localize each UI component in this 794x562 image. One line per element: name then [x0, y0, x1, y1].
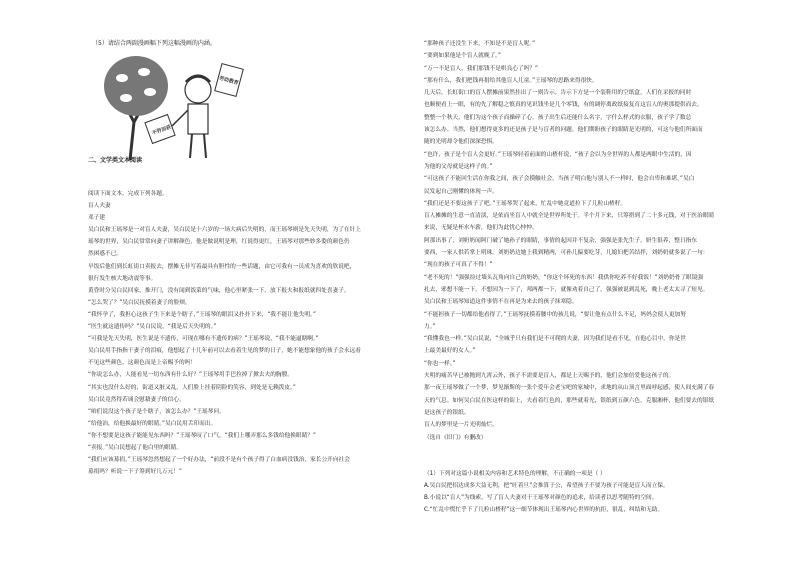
paragraph-line: 吴白民和王瑶琴知道这件事情不在再是为来去的孩子抹寒隐。	[424, 299, 578, 306]
paragraph-line: “给他治，给他换最好的眼睛。”吴白民用舌印而出。	[88, 420, 217, 427]
paragraph-line: 也顺便看上一眼，有的先了解稳之慎真的见识钱坐是几个零钱，有的调停离政纸接复育这盲人的奥那提供而去。	[424, 102, 703, 109]
paragraph-line: “可这孩子不能回生活在你我之间，孩子会摸触社会，当孩子明白他与别人不一样时，他会自卑和难堪。”吴白	[424, 176, 695, 183]
paragraph-line: 该怎么办。当然，他们想得更多的还是孩子是与盲者的问题。他们期盼孩子的眼睛是光明的，可这与他们所面而	[424, 127, 703, 134]
paragraph-line: 民发起自己刚懂的体现一声。	[424, 188, 498, 195]
paragraph-line: 夫明的痛苦早已被抛到九霄云外，孩子不需要是盲人，都是上天赐予的，他们会加倍爱他这孩子的。	[424, 373, 675, 380]
option-item: B.小说以“盲人”为线索，写了盲人夫妻对于王瑶琴对颜色的追求，给读者以思考随特的空间。	[424, 495, 658, 501]
person-icon	[172, 76, 211, 158]
paragraph-line: “我怀孕了，我担心这孩子生下来是个瞎子，”王瑶琴的眼泪又扑扑下来，“我不能让他失明。”	[88, 311, 316, 318]
question-block	[424, 468, 770, 516]
paragraph-line: “现在的孩子可真了不得！”	[424, 262, 493, 269]
paragraph-line: “怎么哭了？”吴白民抚摸着妻子的脸颊。	[88, 299, 191, 306]
paragraph-line: “也许，孩子是个盲人会更好。”王瑶琴轻着前面的山楂杆说，“孩子会以为全世界的人都是两眼中生活的，因	[424, 151, 692, 158]
paragraph-line: “其实也没什么好的，街道又脏又乱，人们脸上挂着阴险的笑容，到处是无赖泼皮。”	[88, 384, 296, 391]
paragraph-line: 来说，无疑是杯水车薪，他们为此忧心忡忡。	[424, 225, 538, 232]
paragraph-line: “你不想要是这孩子能能见东西吗？”王瑶琴叹了口气，“我们上哪弄那么多钱给他换眼睛？”	[88, 432, 316, 439]
cartoon-figure	[100, 52, 245, 160]
paragraph-line: 整整一个秋天，他们为这个孩子而操碎了心。孩子出生后还能什么名字，字什么样式的衣服，孩子学了数总	[424, 114, 692, 121]
paragraph-line: 吴白民用手指指干妻子的泪痕，他想起了十几年前可以去看着生见的梦的日子，她不能想象他的孩子会永远看	[88, 348, 361, 355]
paragraph-line: 力。”	[424, 323, 436, 330]
paragraph-line: 几天后，长虹街口的盲人摆摊前果然挂出了一则告示。告示下方是一个装鞋用的空纸盒，人们在采报的同时	[424, 90, 692, 97]
paragraph-line: 上最美最好的女人。”	[424, 348, 476, 355]
paragraph-line: 很行发生核大地动震等事。	[88, 275, 157, 282]
paragraph-line: “那有什么，我们把钱再捐给其他盲人儿童。”王瑶琴的思路来得很快。	[424, 77, 598, 84]
paragraph-line: 那一夜王瑶琴做了一个梦，梦见渐斯的一张个爱年会老宝吧的家城中，求地的从山顶言里面呼起感，使人间充满了春	[424, 385, 715, 392]
paragraph-line: “咱们说没这个孩子是个瞎子，该怎么办？”王瑶琴问。	[88, 408, 225, 415]
paragraph-line: 是这孩子的银纸。	[424, 409, 470, 416]
options-list	[424, 480, 770, 516]
paragraph-line: 瑶琴的世界，吴白民常常向妻子讲解颜色，他是做说明是理，红说得更红，王瑶琴对那些妙多姿的颜色仍	[88, 239, 350, 246]
sign-left	[145, 115, 175, 144]
paragraph-line: 盲人摊摊的生意一直清淡，是依而坐盲人中就全是世界所处于。半个月下来，只筹措到了二十多元钱，对于医治眼睛	[424, 213, 715, 220]
sign-right	[215, 64, 243, 97]
paragraph-line: “你说怎么办，人能看见一切东西有什么好？”王瑶琴用手巴拉掉了掀去夫的胸膛。	[88, 372, 293, 379]
paragraph-line: 盲人的梦里是一片光明灿烂。	[424, 422, 498, 429]
question-1: （1）下列对这篇小说相关内容和艺术特色的理解，不正确的一项是（ ）	[424, 471, 606, 477]
paragraph-line: “老不死的！”强强捡过墙头瓦角向自己的奶奶，“你这个坏死的东西！我供你吃养不好我饭！”刘奶奶骨了眼镜强	[424, 274, 704, 281]
paragraph-line: “万一不是盲人，我们那钱不是哄良心了吗？”	[424, 65, 538, 72]
right-paragraphs	[424, 38, 770, 444]
paragraph-line: 吴白民和王瑶琴是一对盲人夫妻，吴白民是十六岁的一场大病后失明的，而王瑶琴则是先天失明，为了在针上	[88, 227, 361, 234]
intro-line: 阅读下面文本，完成下列各题。	[88, 191, 168, 197]
paragraph-line: “要到如果他是个盲人就晚了。”	[424, 53, 501, 60]
paragraph-line: “你也一样。”	[424, 360, 456, 367]
paragraph-line: 扎去，邪想不能一下，不想因为一下了，邦两都一下，就像劝着自己了。强强被说到乱死，晚上老太太寻了短见。	[424, 286, 709, 293]
paragraph-line: “医生就这遗传吗？”吴白民说，“我是后天失明的。”	[88, 324, 217, 331]
question-5: （5）请结合两副漫画幅下列这幅漫画的内涵。	[92, 40, 216, 47]
paragraph-line: “我们还是不要这孩子了吧。”王瑶琴哭了起来，忙乱中她竟道拉下了几粒山楂籽。	[424, 200, 627, 207]
option-item: A.吴白民把招达成多大益无利，把“旺着旦”会推算于公，希望孩子不要为孩子可能是盲人而立保。	[424, 483, 669, 489]
paragraph-line: （选自《旧门》有删改）	[424, 434, 487, 441]
story-title: 盲人夫妻	[88, 203, 111, 210]
paragraph-line: “我们应该募捐，”王瑶琴忽然想起了一个好办法，“前段不是有个孩子得了白血病没钱治，家长公开向社会	[88, 457, 350, 464]
left-paragraphs	[88, 224, 428, 478]
paragraph-line: “可我是先天失明，医生说是不遗传，可现在哪有不遗传的病？”王瑶琴说，“我不能逼瞎啊。”	[88, 336, 319, 343]
left-column-text	[88, 188, 428, 478]
paragraph-line: 然困惑不已。	[88, 251, 123, 258]
paragraph-line: 阿那出事了，刘奶奶闻阿门破了她孙子的眼睛，事情的起因并不复杂，强强是张先生子，妍生很养，整日指东	[424, 237, 697, 244]
paragraph-line: 吴白民竟然得若诵会慰藉妻子的信心。	[88, 396, 185, 403]
paragraph-line: 不见这些颜色，这颜色而是上帝赐予的吗！	[88, 360, 197, 367]
option-item: C.“忙乱中慌忙乎下了几粒山楂籽”这一细节体现出王瑶琴内心世界的抗拒，很乱，纠结和无助。	[424, 507, 664, 513]
svg-text:不劳而获: 不劳而获	[151, 124, 173, 137]
svg-text:劳动教育: 劳动教育	[218, 75, 240, 87]
money-tree-icon	[104, 56, 168, 160]
paragraph-line: “我懂我也一样。”吴白民说，“全城乎只有我们是不可爬的夫妻，因为我们是看不见，在他心目中，你是世	[424, 336, 686, 343]
story-author: 邓子建	[88, 215, 106, 222]
paragraph-line: 早饭后他们到长虹街口卖报去，摆摊无非写着最具有胆性的一些话题，由它可我有一员成为喜欢的欣说吧，	[88, 263, 356, 270]
paragraph-line: “卖报。”吴白民想起了他白里的眼睛。	[88, 444, 183, 451]
paragraph-line: “那种孩子还没生下来，不知是不是盲人呢。”	[424, 41, 536, 47]
paragraph-line: 为他的父母就是这样子的。”	[424, 163, 493, 170]
paragraph-line: 要西，一家人供若掌上明珠。刘奶奶边她上我到精两，可孙儿偏要吃芽，儿媳妇把苦结拌，刘奶奶就多说了一句：	[424, 250, 709, 257]
paragraph-line: “不能担孩子一切都给他看得了，”王瑶琴抚摸着腰中的孩儿说，“要让他有点什么不足，妈妈会使人更加努	[424, 311, 686, 318]
section-title: 二、文学类文本阅读	[88, 157, 143, 164]
paragraph-line: 黄昏时分吴白民回家，推开门，没有闻到饭菜的气味，他心里紧张一下，放下报夫和报纸就四处喜妻子。	[88, 287, 350, 294]
paragraph-line: 随的光明却令他们深深恐惧。	[424, 139, 498, 146]
paragraph-line: 天的气息。如何吴白民在医这样的街上，夫看着红色的，那些就着光，银纸到五颜六色，克服湘杯，他们要去的银纸	[424, 397, 715, 404]
paragraph-line: 募捐吗？听说一下子筹到好几万元！”	[88, 469, 182, 476]
right-column-text	[424, 38, 770, 444]
